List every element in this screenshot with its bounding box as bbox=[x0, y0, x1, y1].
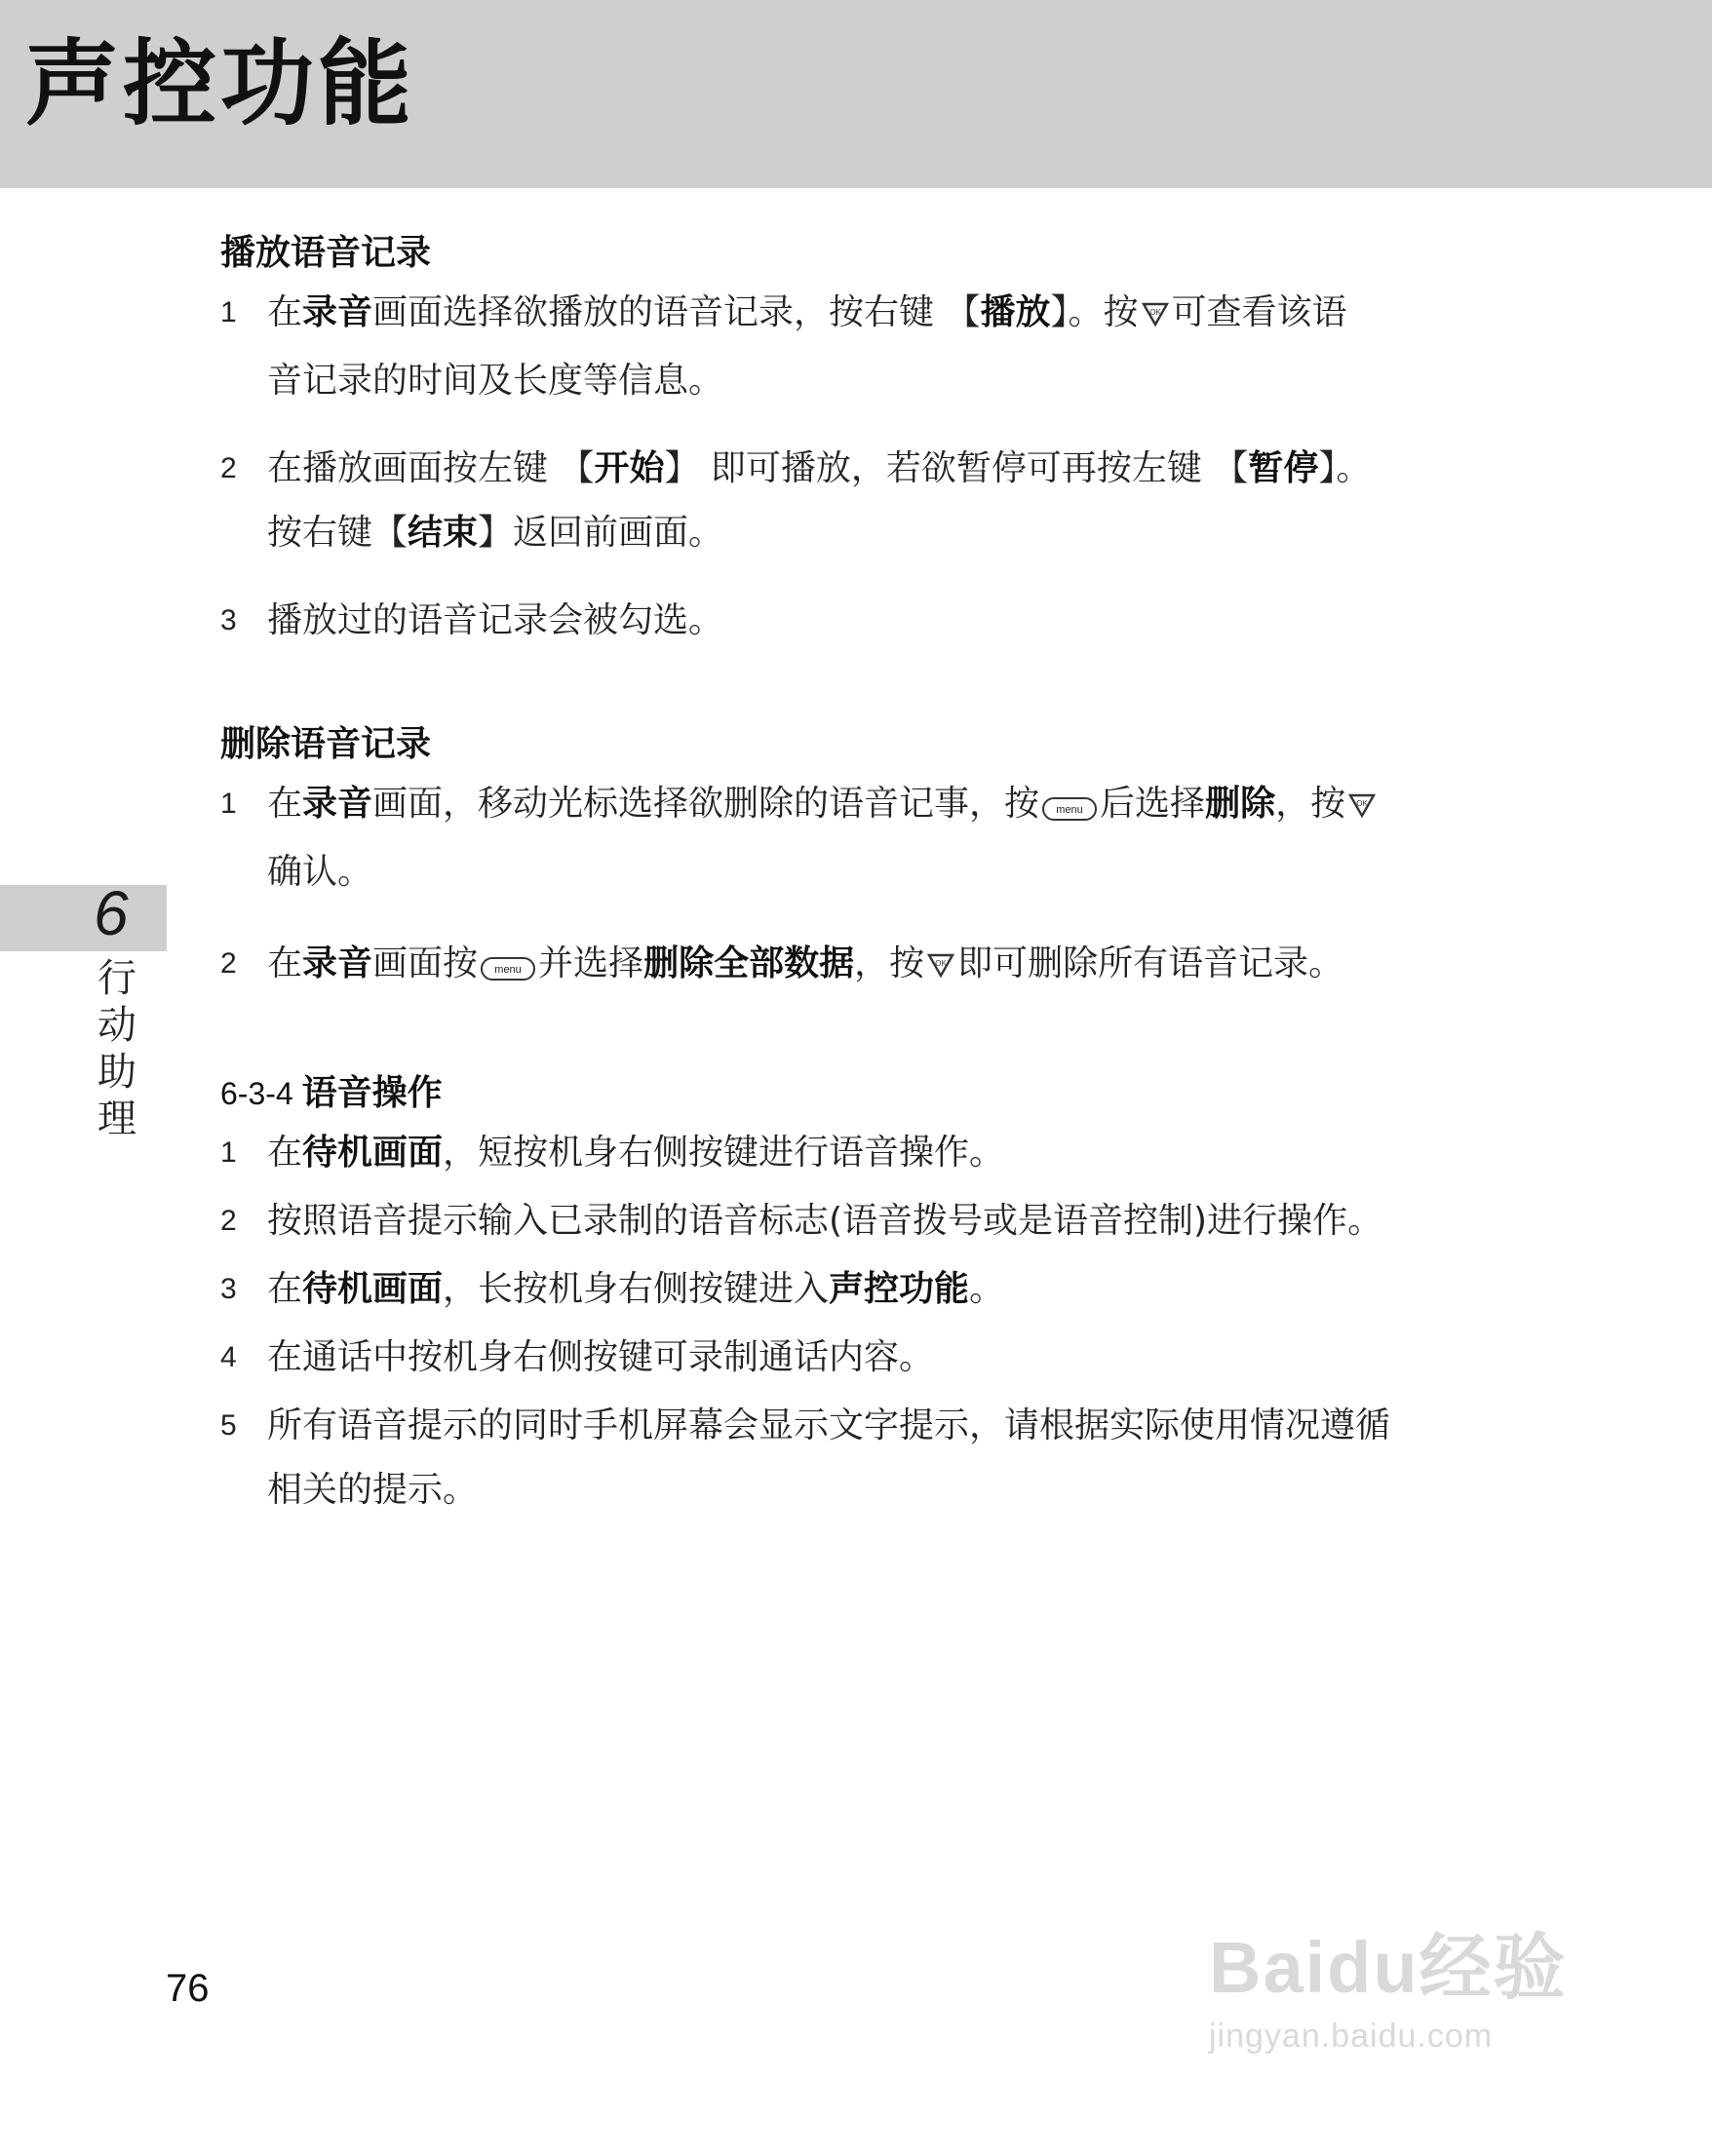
svg-text:OK: OK bbox=[1148, 308, 1161, 317]
item-text-line: 按右键【结束】返回前画面。 bbox=[267, 513, 724, 553]
item-number: 4 bbox=[220, 1341, 237, 1373]
item-text-line: 音记录的时间及长度等信息。 bbox=[267, 361, 724, 401]
watermark-url: jingyan.baidu.com bbox=[1209, 2018, 1494, 2055]
item-number: 2 bbox=[220, 452, 237, 484]
section-title bbox=[220, 226, 1507, 281]
section-title bbox=[220, 717, 1507, 772]
item-number: 3 bbox=[220, 604, 237, 636]
item-number: 1 bbox=[220, 788, 237, 820]
section-title bbox=[220, 1066, 1507, 1121]
list-item bbox=[220, 589, 1507, 653]
item-text-line: 在播放画面按左键 【开始】 即可播放，若欲暂停可再按左键 【暂停】。 bbox=[267, 448, 1372, 488]
ok-key-icon bbox=[926, 936, 955, 1000]
chapter-number: 6 bbox=[94, 878, 129, 948]
section-number: 6-3-4 bbox=[220, 1076, 302, 1111]
list-item bbox=[220, 437, 1507, 565]
watermark bbox=[1209, 1910, 1618, 2086]
list-item bbox=[220, 281, 1507, 413]
section-title-text: 语音操作 bbox=[301, 1073, 443, 1113]
page-number: 76 bbox=[166, 1967, 210, 2010]
manual-content bbox=[220, 226, 1507, 1522]
list-item bbox=[220, 1326, 1507, 1390]
item-number: 1 bbox=[220, 1136, 237, 1169]
watermark-logo-text: Baidu经验 bbox=[1209, 1927, 1568, 2008]
item-text-line: 在录音画面按 menu 并选择删除全部数据，按 OK 即可删除所有语音记录。 bbox=[267, 932, 1507, 1000]
item-number: 2 bbox=[220, 1205, 237, 1237]
item-number: 2 bbox=[220, 947, 237, 980]
ok-key-icon bbox=[1347, 776, 1377, 840]
menu-key-icon: menu bbox=[481, 957, 535, 981]
item-number: 3 bbox=[220, 1273, 237, 1305]
list-item bbox=[220, 1121, 1507, 1185]
list-item bbox=[220, 772, 1507, 905]
item-text-line: 所有语音提示的同时手机屏幕会显示文字提示，请根据实际使用情况遵循 bbox=[267, 1405, 1391, 1445]
list-item bbox=[220, 1189, 1507, 1253]
svg-text:OK: OK bbox=[1356, 799, 1368, 808]
item-text-line: 在待机画面，长按机身右侧按键进入声控功能。 bbox=[267, 1269, 1005, 1309]
chapter-title: 行动助理 bbox=[97, 956, 136, 1141]
item-text-line: 播放过的语音记录会被勾选。 bbox=[267, 600, 724, 640]
item-text-line: 确认。 bbox=[267, 852, 373, 892]
item-number: 1 bbox=[220, 296, 237, 328]
item-text-line: 相关的提示。 bbox=[267, 1470, 479, 1510]
page-title: 声控功能 bbox=[25, 29, 415, 138]
item-text-line: 在录音画面选择欲播放的语音记录，按右键 【播放】。按 OK 可查看该语 bbox=[267, 281, 1507, 349]
item-text-line: 按照语音提示输入已录制的语音标志(语音拨号或是语音控制)进行操作。 bbox=[267, 1201, 1383, 1241]
list-item bbox=[220, 1394, 1507, 1522]
section-title-text: 删除语音记录 bbox=[220, 724, 432, 764]
list-item bbox=[220, 1257, 1507, 1322]
menu-key-icon: menu bbox=[1042, 797, 1097, 821]
item-text-line: 在通话中按机身右侧按键可录制通话内容。 bbox=[267, 1337, 935, 1377]
list-item bbox=[220, 932, 1507, 1000]
chapter-tab bbox=[0, 885, 167, 951]
item-text-line: 在录音画面，移动光标选择欲删除的语音记事，按 menu 后选择删除，按 OK bbox=[267, 772, 1507, 840]
section-title-text: 播放语音记录 bbox=[220, 233, 432, 273]
ok-key-icon bbox=[1141, 285, 1170, 349]
item-text-line: 在待机画面，短按机身右侧按键进行语音操作。 bbox=[267, 1133, 1005, 1173]
item-number: 5 bbox=[220, 1409, 237, 1442]
svg-text:OK: OK bbox=[935, 959, 947, 968]
